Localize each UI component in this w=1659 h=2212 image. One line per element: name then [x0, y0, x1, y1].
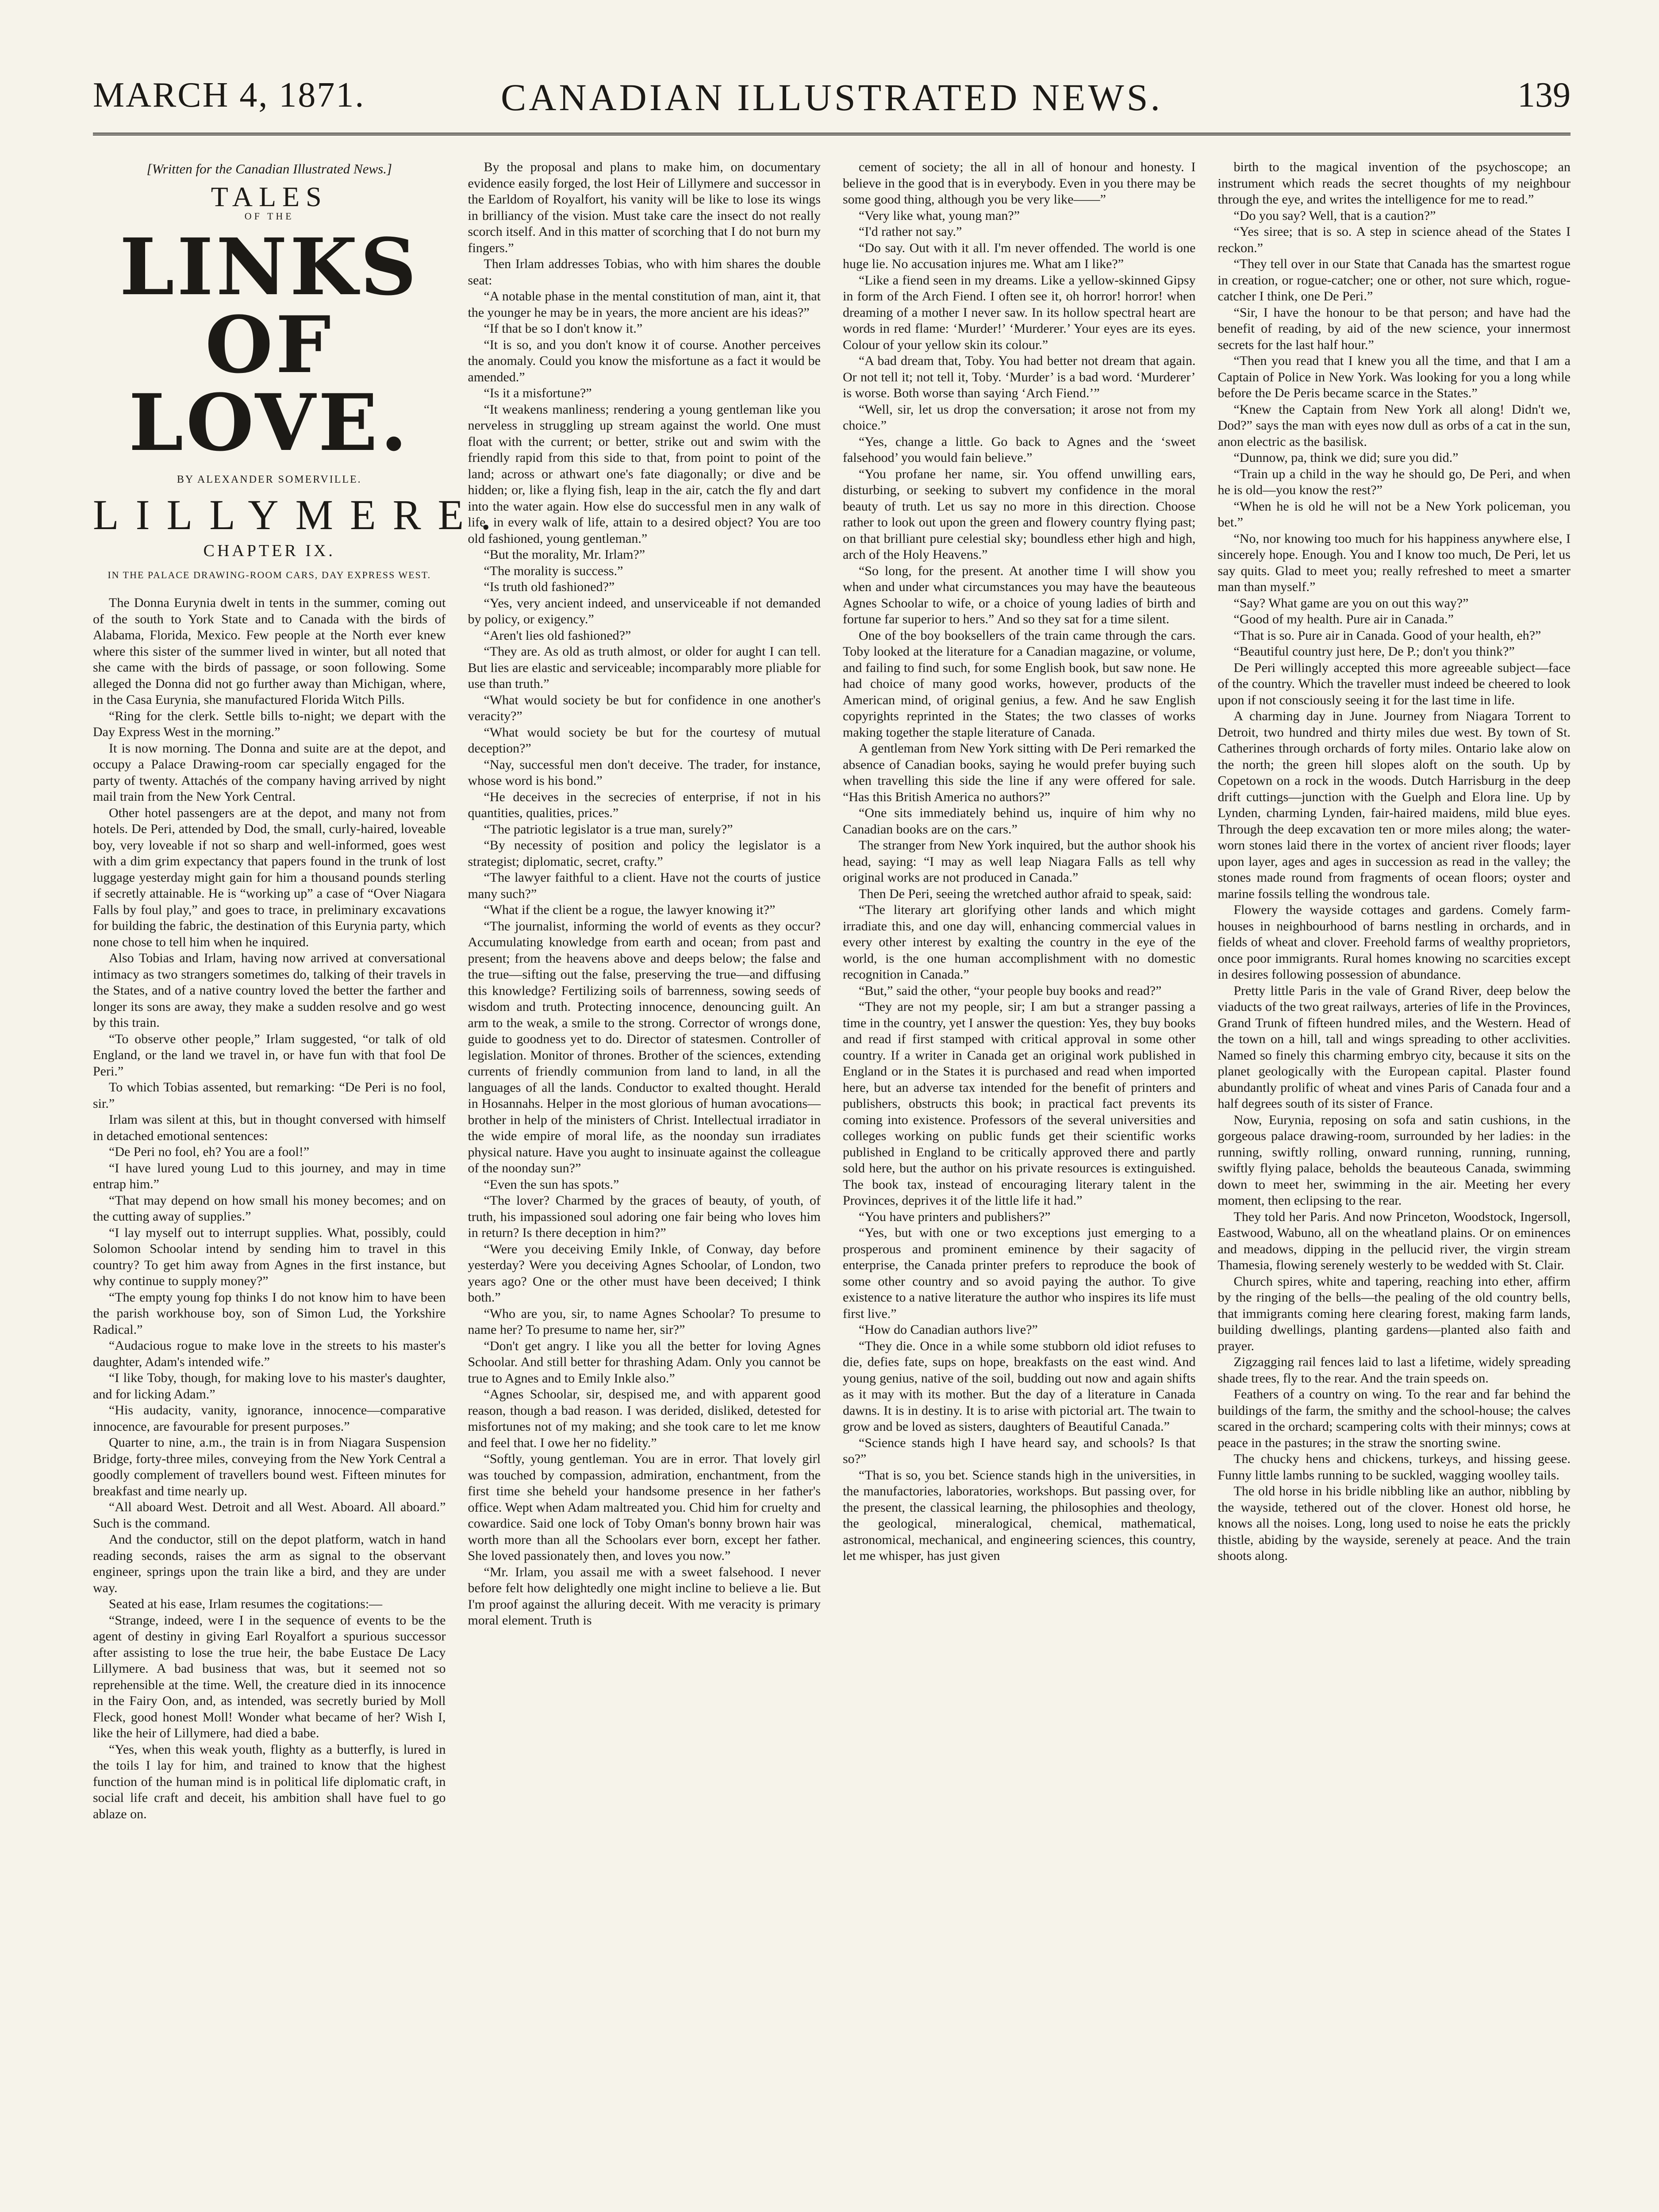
- story-byline: BY ALEXANDER SOMERVILLE.: [177, 473, 362, 485]
- paragraph: “What if the client be a rogue, the lawyer knowing it?”: [484, 902, 776, 917]
- paragraph: Pretty little Paris in the vale of Grand River, deep below the viaducts of the two great railways, arteries of life in the Provinces, Grand Trunk of fifteen hundred miles, and the Western. Head of the town on a hill, tall and wings spreading to other acclivities. Named so finely this charming embryo city, because it sits on the planet geologically with the European capital. Plaster found abundantly prolific of wheat and vines Paris of Canada four and a half degrees south of its sister of France.: [1217, 983, 1571, 1111]
- paragraph: “But the morality, Mr. Irlam?”: [484, 547, 645, 562]
- paragraph: “That may depend on how small his money becomes; and on the cutting away of supplies.”: [93, 1193, 446, 1224]
- paragraph: “Very like what, young man?”: [859, 208, 1020, 223]
- paragraph: “Dunnow, pa, think we did; sure you did.”: [1233, 450, 1459, 465]
- story-of-the: OF THE: [244, 211, 294, 222]
- paragraph: “De Peri no fool, eh? You are a fool!”: [109, 1144, 310, 1159]
- paragraph: “What would society be but for the courtesy of mutual deception?”: [468, 725, 821, 756]
- paragraph: “Strange, indeed, were I in the sequence of events to be the agent of destiny in giving Earl Royalfort a spurious successor after assisting to lose the true heir, the babe Eustace De Lacy Lillymere. A bad business that was, but it seemed not so reprehensible at the time. Well, the creature died in its innocence in the Fairy Oon, and, as intended, was secretly buried by Moll Fleck, good honest Moll! Wonder what became of her? Wish I, like the heir of Lillymere, had died a babe.: [93, 1613, 446, 1740]
- paragraph: “Sir, I have the honour to be that person; and have had the benefit of reading, by aid of the new science, your innermost secrets for the last half hour.”: [1217, 305, 1571, 352]
- chapter-heading: CHAPTER IX.: [203, 541, 335, 560]
- paragraph: “Yes, but with one or two exceptions just emerging to a prosperous and prominent eminence by their sagacity of enterprise, the Canada printer prefers to reproduce the book of some other country and so avoid paying the author. To give existence to a native literature the author who inspires its life must first live.”: [843, 1225, 1196, 1321]
- paragraph: The Donna Eurynia dwelt in tents in the summer, coming out of the south to York State and to Canada with the birds of Alabama, Florida, Mexico. Few people at the North ever knew where this sister of the summer lived in winter, but all noted that she came with the birds of passage, or soon following. Some alleged the Donna did not go further away than Michigan, where, in the Casa Eurynia, she manufactured Florida Witch Pills.: [93, 595, 446, 707]
- paragraph: “To observe other people,” Irlam suggested, “or talk of old England, or the land we travel in, or have fun with that fool De Peri.”: [93, 1031, 446, 1079]
- paragraph: The stranger from New York inquired, but the author shook his head, saying: “I may as well leap Niagara Falls as tell why original works are not produced in Canada.”: [843, 838, 1196, 885]
- paragraph: One of the boy booksellers of the train came through the cars. Toby looked at the literature for a Canadian magazine, or volume, and failing to find such, for some English book, but saw none. He had choice of many good works, however, products of the American mind, of original genius, a few. And he saw English copyrights reprinted in the States; the two classes of works making together the staple literature of Canada.: [843, 628, 1196, 740]
- paragraph: The old horse in his bridle nibbling like an author, nibbling by the wayside, tethered out of the clover. Honest old horse, he knows all the noises. Long, long used to noise he eats the prickly thistle, abiding by the wayside, serenely at peace. And the train shoots along.: [1217, 1484, 1571, 1563]
- paragraph: “Even the sun has spots.”: [484, 1177, 619, 1192]
- paragraph: “I like Toby, though, for making love to his master's daughter, and for licking Adam.”: [93, 1371, 446, 1402]
- story-credit: [Written for the Canadian Illustrated News.]: [146, 161, 392, 177]
- paragraph: “It is so, and you don't know it of course. Another perceives the anomaly. Could you know the misfortune as a fact it would be amended.”: [468, 337, 821, 384]
- paragraph: “Do say. Out with it all. I'm never offended. The world is one huge lie. No accusation injures me. What am I like?”: [843, 240, 1196, 271]
- paragraph: “You profane her name, sir. You offend unwilling ears, disturbing, or seeking to subvert my confidence in the moral beauty of truth. Let us say no more in this direction. Choose rather to look out upon the green and flowery country flying past; on that brilliant pure celestial sky; boundless ether high and high, arch of the Holy Heavens.”: [843, 466, 1196, 562]
- paragraph: “All aboard West. Detroit and all West. Aboard. All aboard.” Such is the command.: [93, 1500, 446, 1531]
- paragraph: “If that be so I don't know it.”: [484, 321, 643, 336]
- paragraph: “The journalist, informing the world of events as they occur? Accumulating knowledge from earth and ocean; from past and present; from the heavens above and deeps below; the false and the true—sifting out the false, preserving the true—and diffusing this knowledge? Fertilizing soils of barrenness, sowing seeds of wisdom and truth. Protecting innocence, denouncing guilt. An arm to the weak, a smile to the strong. Corrector of wrongs done, guide to goodness yet to do. Director of statesmen. Controller of legislation. Monitor of thrones. Brother of the sciences, extending currents of friendly communion from land to land, in all the languages of all the lands. Conductor to exalted thought. Herald in Hosannahs. Helper in the most glorious of human avocations—brother in help of the ministers of Christ. Intellectual irradiator in the wide empire of moral life, as the noonday sun irradiates physical nature. Have you aught to insinuate against the colleague of the noonday sun?”: [468, 918, 821, 1175]
- paragraph: “A bad dream that, Toby. You had better not dream that again. Or not tell it; not tell it, Toby. ‘Murder’ is a bad word. ‘Murderer’ is worse. Both worse than saying ‘Arch Fiend.’”: [843, 353, 1196, 400]
- paragraph: “One sits immediately behind us, inquire of him why no Canadian books are on the cars.”: [843, 806, 1196, 837]
- paragraph: “What would society be but for confidence in one another's veracity?”: [468, 692, 821, 723]
- paragraph: “He deceives in the secrecies of enterprise, if not in his quantities, qualities, prices.”: [468, 789, 821, 820]
- paragraph: “Audacious rogue to make love in the streets to his master's daughter, Adam's intended wife.”: [93, 1338, 446, 1369]
- paragraph: “I have lured young Lud to this journey, and may in time entrap him.”: [93, 1160, 446, 1191]
- paragraph: “A notable phase in the mental constitution of man, aint it, that the younger he may be in years, the more ancient are his ideas?”: [468, 289, 821, 320]
- paragraph: “So long, for the present. At another time I will show you when and under what circumstances you may have the beauteous Agnes Schoolar to wife, or a choice of young ladies of birth and fortune far superior to hers.” And so they sat for a time silent.: [843, 563, 1196, 626]
- column-1: [93, 159, 508, 2212]
- column-4: [1218, 159, 1571, 2212]
- paragraph: “They are not my people, sir; I am but a stranger passing a time in the country, yet I answer the question: Yes, they buy books and read if first stamped with critical approval in some other country. If a writer in Canada get an original work published in England or in the States it is purchased and read when imported here, but an adverse tax intended for the benefit of printers and publishers, obstructs this book; in practical fact prevents its coming into existence. Professors of the several universities and colleges working on public funds get their scientific works published in England to be critically approved there and partly sold here, but the author on his private resources is extinguished. The book tax, instead of encouraging literary talent in the Provinces, deprives it of the little life it had.”: [843, 999, 1196, 1208]
- paragraph: “When he is old he will not be a New York policeman, you bet.”: [1217, 499, 1571, 530]
- paragraph: “It weakens manliness; rendering a young gentleman like you nerveless in struggling up stream against the world. One must float with the current; or better, strike out and swim with the friendly rapid from this side to that, from point to point of the land; across or athwart one's fate diagonally; or dive and be hidden; or, like a flying fish, leap in the air, catch the fly and dart into the water again. How else do successful men in any walk of life, in every walk of life, attain to a desired object? You are too old fashioned, young gentleman.”: [468, 402, 821, 546]
- paragraph: “Don't get angry. I like you all the better for loving Agnes Schoolar. And still better for thrashing Adam. Only you cannot be true to Agnes and to Emily Inkle also.”: [468, 1338, 821, 1386]
- paragraph: “The literary art glorifying other lands and which might irradiate this, and one day will, enhancing commercial values in every other interest by exalting the country in the eye of the world, is the one human accomplishment with no domestic recognition in Canada.”: [843, 902, 1196, 982]
- paragraph: “Yes siree; that is so. A step in science ahead of the States I reckon.”: [1217, 224, 1571, 255]
- paragraph: Then De Peri, seeing the wretched author afraid to speak, said:: [859, 886, 1192, 901]
- paragraph: They told her Paris. And now Princeton, Woodstock, Ingersoll, Eastwood, Wabuno, all on the wheatland plains. Or on eminences and meadows, dipping in the pellucid river, the virgin stream Thamesia, flowing serenely westerly to be wedded with St. Clair.: [1217, 1209, 1571, 1272]
- paragraph: Also Tobias and Irlam, having now arrived at conversational intimacy as two strangers sometimes do, talking of their travels in the States, and of a native country loved the better the farther and longer its sons are away, they make a sudden resolve and go west by this train.: [93, 951, 446, 1030]
- paragraph: De Peri willingly accepted this more agreeable subject—face of the country. Which the traveller must indeed be cheered to look upon if not consciously seeing it for the last time in life.: [1217, 660, 1571, 707]
- paragraph: “Yes, change a little. Go back to Agnes and the ‘sweet falsehood’ you would fain believe.”: [843, 434, 1196, 465]
- paragraph: “Softly, young gentleman. You are in error. That lovely girl was touched by compassion, admiration, enchantment, from the first time she beheld your handsome presence in her father's office. Wept when Adam maltreated you. Chid him for cruelty and cowardice. Said one lock of Toby Oman's bonny brown hair was worth more than all the Schoolars ever born, except her father. She loved passionately then, and loves you now.”: [468, 1452, 821, 1563]
- paragraph: “Say? What game are you on out this way?”: [1233, 595, 1469, 611]
- paragraph: cement of society; the all in all of honour and honesty. I believe in the good that is in everybody. Even in you there may be some good thing, although you be very like——”: [843, 160, 1196, 207]
- paragraph: “Beautiful country just here, De P.; don't you think?”: [1233, 644, 1515, 659]
- paragraph: “Yes, very ancient indeed, and unserviceable if not demanded by policy, or exigency.”: [468, 595, 821, 626]
- paragraph: “By necessity of position and policy the legislator is a strategist; diplomatic, secret, crafty.”: [468, 838, 821, 869]
- paragraph: “Do you say? Well, that is a caution?”: [1233, 208, 1436, 223]
- paragraph: “Good of my health. Pure air in Canada.”: [1233, 612, 1454, 626]
- column-3: [843, 159, 1196, 2212]
- scene-heading: IN THE PALACE DRAWING-ROOM CARS, DAY EXPRESS WEST.: [108, 569, 431, 580]
- paragraph: Church spires, white and tapering, reaching into ether, affirm by the ringing of the bells—the pealing of the old country bells, that immigrants coming here clearing forest, making farm lands, building dwellings, planting gardens—planted also faith and prayer.: [1217, 1274, 1571, 1353]
- paragraph: “Ring for the clerk. Settle bills to-night; we depart with the Day Express West in the morning.”: [93, 708, 446, 739]
- paragraph: “The patriotic legislator is a true man, surely?”: [484, 822, 733, 837]
- paragraph: “I lay myself out to interrupt supplies. What, possibly, could Solomon Schoolar intend by sending him to travel in this country? To get him away from Agnes in the first instance, but why continue to supply money?”: [93, 1225, 446, 1288]
- paragraph: “They are. As old as truth almost, or older for aught I can tell. But lies are elastic and serviceable; incomparably more pliable for use than truth.”: [468, 644, 821, 691]
- paragraph: “The empty young fop thinks I do not know him to have been the parish workhouse boy, son of Simon Lud, the Yorkshire Radical.”: [93, 1290, 446, 1337]
- paragraph: It is now morning. The Donna and suite are at the depot, and occupy a Palace Drawing-room car specially engaged for the party of twenty. Attachés of the company having arrived by night mail train from the New York Central.: [93, 741, 446, 804]
- series-title: LINKS OF LOVE.: [119, 221, 419, 469]
- paragraph: “How do Canadian authors live?”: [859, 1322, 1038, 1337]
- paragraph: “Nay, successful men don't deceive. The trader, for instance, whose word is his bond.”: [468, 757, 821, 788]
- paragraph: “Then you read that I knew you all the time, and that I am a Captain of Police in New York. Was looking for you a long while before the De Peris became scarce in the States.”: [1217, 353, 1571, 400]
- paragraph: “Mr. Irlam, you assail me with a sweet falsehood. I never before felt how delightedly one might incline to believe a lie. But I'm proof against the alluring deceit. With me veracity is primary moral element. Truth is: [468, 1564, 821, 1628]
- article-columns: [93, 159, 1571, 2212]
- paragraph: Feathers of a country on wing. To the rear and far behind the buildings of the farm, the smithy and the school-house; the calves scared in the orchard; scampering colts with their minnys; cows at peace in the pastures; in the straw the snorting swine.: [1217, 1387, 1571, 1450]
- paragraph: “I'd rather not say.”: [859, 224, 962, 239]
- paragraph: “Is truth old fashioned?”: [484, 580, 615, 594]
- publication-title: CANADIAN ILLUSTRATED NEWS.: [500, 76, 1163, 119]
- paragraph: “Well, sir, let us drop the conversation; it arose not from my choice.”: [843, 402, 1196, 433]
- paragraph: “The lover? Charmed by the graces of beauty, of youth, of truth, his impassioned soul adoring one fair being who loves him in return? Is there deception in him?”: [468, 1193, 821, 1240]
- paragraph: “They tell over in our State that Canada has the smartest rogue in creation, or rogue-catcher; one or other, not sure which, rogue-catcher I think, one De Peri.”: [1217, 257, 1571, 303]
- paragraph: By the proposal and plans to make him, on documentary evidence easily forged, the lost Heir of Lillymere and successor in the Earldom of Royalfort, his vanity will be like to lose its wings in brilliancy of the vision. Must take care the insect do not really scorch itself. And in this matter of scorching that I do not burn my fingers.”: [468, 160, 821, 255]
- paragraph: birth to the magical invention of the psychoscope; an instrument which reads the secret thoughts of my neighbour through the eye, and writes the intelligence for me to read.”: [1217, 160, 1571, 207]
- paragraph: A charming day in June. Journey from Niagara Torrent to Detroit, two hundred and thirty miles due west. By town of St. Catherines through orchards of forty miles. Ontario lake alow on the north; the green hill slopes aloft on the south. Up by Copetown on a rock in the woods. Dutch Harrisburg in the deep drift cuttings—junction with the Guelph and Elora line. Up by Lynden, charming Lynden, fair-haired maidens, mild blue eyes. Through the deep excavation ten or more miles along; the water-worn stones laid there in the vortex of ancient river floods; layer upon layer, ages and ages in succession as read in the valley; the stones made round from fragments of ocean floors; oyster and marine fossils telling the wondrous tale.: [1217, 709, 1571, 901]
- paragraph: “The morality is success.”: [484, 563, 623, 578]
- paragraph: “Knew the Captain from New York all along! Didn't we, Dod?” says the man with eyes now dull as orbs of a cat in the sun, anon electric as the basilisk.: [1217, 402, 1571, 449]
- page-header: [93, 66, 1571, 133]
- paragraph: Then Irlam addresses Tobias, who with him shares the double seat:: [468, 257, 821, 288]
- paragraph: “Is it a misfortune?”: [484, 386, 592, 400]
- paragraph: Irlam was silent at this, but in thought conversed with himself in detached emotional sentences:: [93, 1112, 446, 1143]
- paragraph: “That is so, you bet. Science stands high in the universities, in the manufactories, laboratories, workshops. But passing over, for the present, the classical learning, the philosophies and theology, the geological, mineralogical, chemical, mathematical, astronomical, mechanical, and engineering sciences, this country, let me whisper, has just given: [843, 1467, 1196, 1563]
- paragraph: “Who are you, sir, to name Agnes Schoolar? To presume to name her? To presume to name her, sir?”: [468, 1306, 821, 1337]
- paragraph: Quarter to nine, a.m., the train is in from Niagara Suspension Bridge, forty-three miles, conveying from the New York Central a goodly complement of travellers bound west. Fifteen minutes for breakfast and time nearly up.: [93, 1435, 446, 1498]
- paragraph: “His audacity, vanity, ignorance, innocence—comparative innocence, are favourable for present purposes.”: [93, 1403, 446, 1434]
- paragraph: “Aren't lies old fashioned?”: [484, 628, 631, 643]
- paragraph: “But,” said the other, “your people buy books and read?”: [859, 983, 1162, 998]
- paragraph: “They die. Once in a while some stubborn old idiot refuses to die, defies fate, sups on hope, breakfasts on the east wind. And young genius, native of the soil, budding out now and again shifts as it may with its mother. But the day of a literature in Canada dawns. It is in destiny. It is to arise with pictorial art. The twain to grow and be loved as sisters, daughters of Beautiful Canada.”: [843, 1338, 1196, 1434]
- paragraph: Now, Eurynia, reposing on sofa and satin cushions, in the gorgeous palace drawing-room, surrounded by her ladies: in the running, swiftly rolling, onward running, running, running, swiftly flying palace, beholds the beauteous Canada, swimming down to meet her, swimming in the air. Meeting her every moment, then eclipsing to the rear.: [1217, 1112, 1571, 1208]
- paragraph: Other hotel passengers are at the depot, and many not from hotels. De Peri, attended by Dod, the small, curly-haired, loveable boy, very loveable if not so sharp and well-informed, goes west with a dim grim expectancy that papers found in the trunk of lost luggage yesterday might gain for him a thousand pounds sterling if secretly attainable. He is “working up” a case of “Over Niagara Falls by foul play,” and goes to trace, in preliminary excavations for building the fabric, the destination of this Eurynia party, which none chose to tell him when he inquired.: [93, 805, 446, 949]
- paragraph: And the conductor, still on the depot platform, watch in hand reading seconds, raises the arm as signal to the observant engineer, springs upon the train like a bird, and they are under way.: [93, 1532, 446, 1595]
- paragraph: “Science stands high I have heard say, and schools? Is that so?”: [843, 1435, 1196, 1466]
- issue-date: MARCH 4, 1871.: [93, 76, 365, 115]
- paragraph: “Train up a child in the way he should go, De Peri, and when he is old—you know the rest?”: [1217, 466, 1571, 497]
- paragraph: “That is so. Pure air in Canada. Good of your health, eh?”: [1233, 628, 1541, 643]
- paragraph: “The lawyer faithful to a client. Have not the courts of justice many such?”: [468, 870, 821, 901]
- paragraph: A gentleman from New York sitting with De Peri remarked the absence of Canadian books, saying he would prefer buying such when travelling this side the line if any were offered for sale. “Has this British America no authors?”: [843, 741, 1196, 804]
- paragraph: “Were you deceiving Emily Inkle, of Conway, day before yesterday? Were you deceiving Agnes Schoolar, of London, two years ago? One or the other must have been deceived; I think both.”: [468, 1241, 821, 1305]
- paragraph: “No, nor knowing too much for his happiness anywhere else, I sincerely hope. Enough. You and I know too much, De Peri, let us say quits. Glad to meet you; really refreshed to meet a smarter man than myself.”: [1217, 531, 1571, 594]
- paragraph: “Yes, when this weak youth, flighty as a butterfly, is lured in the toils I lay for him, and trained to know that the highest function of the human mind is in political life diplomatic craft, in social life craft and deceit, his ambition shall have fuel to go ablaze on.: [93, 1742, 446, 1821]
- serial-title: LILLYMERE.: [93, 491, 508, 538]
- paragraph: “Like a fiend seen in my dreams. Like a yellow-skinned Gipsy in form of the Arch Fiend. I often see it, oh horror! horror! when dreaming of a mother I never saw. In its hollow spectral heart are words in red flame: ‘Murder!’ ‘Murderer.’ Your eyes are its eyes. Colour of your yellow skin its colour.”: [843, 273, 1196, 352]
- header-rule: [93, 133, 1571, 135]
- paragraph: Flowery the wayside cottages and gardens. Comely farm-houses in neighbourhood of barns nestling in orchards, and in fields of wheat and clover. Freehold farms of wealthy proprietors, once poor immigrants. Rural homes knowing no scarcities except in desires following possession of abundance.: [1217, 902, 1571, 982]
- paragraph: “Agnes Schoolar, sir, despised me, and with apparent good reason, though a bad reason. I was derided, disliked, detested for misfortunes not of my making; and she took care to let me know and feel that. I owe her no fidelity.”: [468, 1387, 821, 1450]
- paragraph: Seated at his ease, Irlam resumes the cogitations:—: [109, 1597, 383, 1611]
- paragraph: To which Tobias assented, but remarking: “De Peri is no fool, sir.”: [93, 1080, 446, 1111]
- paragraph: The chucky hens and chickens, turkeys, and hissing geese. Funny little lambs running to be suckled, wagging woolley tails.: [1217, 1452, 1571, 1482]
- page-number: 139: [1517, 76, 1571, 115]
- paragraph: Zigzagging rail fences laid to last a lifetime, widely spreading shade trees, fly to the rear. And the train speeds on.: [1217, 1355, 1571, 1386]
- story-kicker: TALES: [211, 180, 328, 212]
- paragraph: “You have printers and publishers?”: [859, 1209, 1051, 1224]
- column-2: [468, 159, 821, 2212]
